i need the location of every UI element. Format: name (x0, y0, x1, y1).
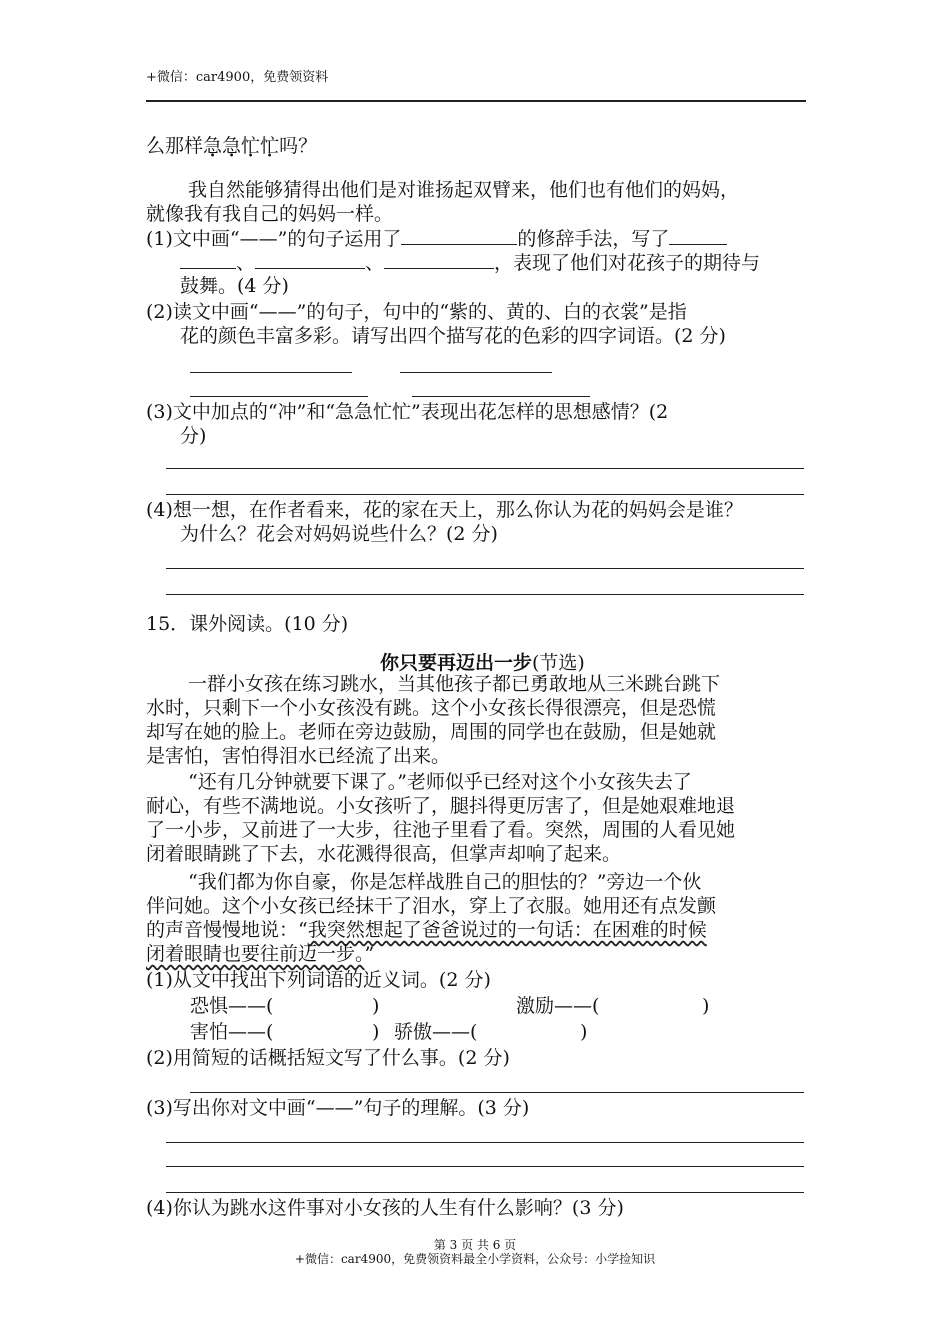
sub-question-2: (2)用简短的话概括短文写了什么事。(2 分) (146, 1047, 510, 1069)
synonym-close: ) (580, 1021, 588, 1043)
article-title: 你只要再迈出一步(节选) (380, 652, 585, 674)
answer-blank[interactable] (180, 250, 236, 269)
article-line: 了一小步，又前进了一大步，往池子里看了看。突然，周围的人看见她 (146, 819, 736, 841)
answer-line[interactable] (400, 372, 552, 373)
sub-question-4: (4)你认为跳水这件事对小女孩的人生有什么影响？(3 分) (146, 1197, 624, 1219)
question-3: (3)文中加点的“冲”和“急急忙忙”表现出花怎样的思想感情？(2 (146, 401, 669, 423)
article-line: 闭着眼睛也要往前迈一步。” (146, 943, 375, 965)
article-line: 伴问她。这个小女孩已经抹干了泪水，穿上了衣服。她用还有点发颤 (146, 895, 717, 917)
passage-para-cont: 就像我有我自己的妈妈一样。 (146, 203, 394, 225)
article-line: 却写在她的脸上。老师在旁边鼓励，周围的同学也在鼓励，但是她就 (146, 721, 717, 743)
question-1: (1)文中画“——”的句子运用了 的修辞手法，写了 (146, 226, 727, 251)
synonym-prompt: 骄傲——( (394, 1021, 478, 1043)
header-divider (146, 100, 806, 102)
question-2-cont: 花的颜色丰富多彩。请写出四个描写花的色彩的四字词语。(2 分) (180, 325, 726, 347)
answer-line[interactable] (166, 468, 804, 469)
header-note: +微信：car4900，免费领资料 (146, 70, 329, 85)
synonym-close: ) (372, 1021, 380, 1043)
question-3-cont: 分) (180, 425, 207, 447)
sub-question-1: (1)从文中找出下列词语的近义词。(2 分) (146, 969, 491, 991)
page-number: 第 3 页 共 6 页 (433, 1238, 517, 1252)
answer-blank[interactable] (384, 250, 494, 269)
passage-para: 我自然能够猜得出他们是对谁扬起双臂来，他们也有他们的妈妈， (188, 179, 740, 201)
article-line: 一群小女孩在练习跳水，当其他孩子都已勇敢地从三米跳台跳下 (188, 673, 721, 695)
answer-line[interactable] (166, 1192, 804, 1193)
answer-line[interactable] (166, 1166, 804, 1167)
article-line: 水时，只剩下一个小女孩没有跳。这个小女孩长得很漂亮，但是恐慌 (146, 697, 717, 719)
question-1-cont: 、 、 ，表现了他们对花孩子的期待与 (180, 250, 760, 275)
answer-blank[interactable] (669, 226, 727, 245)
synonym-prompt: 害怕——( (190, 1021, 274, 1043)
footer-note: +微信：car4900，免费领资料最全小学资料，公众号：小学捡知识 (294, 1252, 656, 1266)
answer-line[interactable] (190, 1092, 804, 1093)
answer-line[interactable] (166, 568, 804, 569)
sub-question-3: (3)写出你对文中画“——”句子的理解。(3 分) (146, 1097, 530, 1119)
synonym-prompt: 恐惧——( (190, 995, 274, 1017)
section-heading: 15．课外阅读。(10 分) (146, 613, 349, 635)
answer-line[interactable] (166, 494, 804, 495)
article-line: 的声音慢慢地说：“我突然想起了爸爸说过的一句话：在困难的时候 (146, 919, 707, 941)
answer-line[interactable] (166, 594, 804, 595)
article-line: “还有几分钟就要下课了。”老师似乎已经对这个小女孩失去了 (188, 771, 692, 793)
question-2: (2)读文中画“——”的句子，句中的“紫的、黄的、白的衣裳”是指 (146, 301, 687, 323)
question-4: (4)想一想，在作者看来，花的家在天上，那么你认为花的妈妈会是谁？ (146, 499, 743, 521)
answer-line[interactable] (412, 396, 590, 397)
answer-line[interactable] (190, 396, 368, 397)
synonym-prompt: 激励——( (516, 995, 600, 1017)
question-1-end: 鼓舞。(4 分) (180, 275, 289, 297)
synonym-close: ) (372, 995, 380, 1017)
answer-line[interactable] (166, 1142, 804, 1143)
answer-line[interactable] (190, 372, 352, 373)
answer-blank[interactable] (255, 250, 365, 269)
question-4-cont: 为什么？花会对妈妈说些什么？(2 分) (180, 523, 498, 545)
passage-line: 么那样急急忙忙吗？ (146, 135, 318, 157)
article-line: 是害怕，害怕得泪水已经流了出来。 (146, 745, 451, 767)
synonym-close: ) (702, 995, 710, 1017)
article-line: 耐心，有些不满地说。小女孩听了，腿抖得更厉害了，但是她艰难地退 (146, 795, 736, 817)
answer-blank[interactable] (401, 226, 517, 245)
article-line: 闭着眼睛跳了下去，水花溅得很高，但掌声却响了起来。 (146, 843, 622, 865)
article-line: “我们都为你自豪，你是怎样战胜自己的胆怯的？”旁边一个伙 (188, 871, 702, 893)
